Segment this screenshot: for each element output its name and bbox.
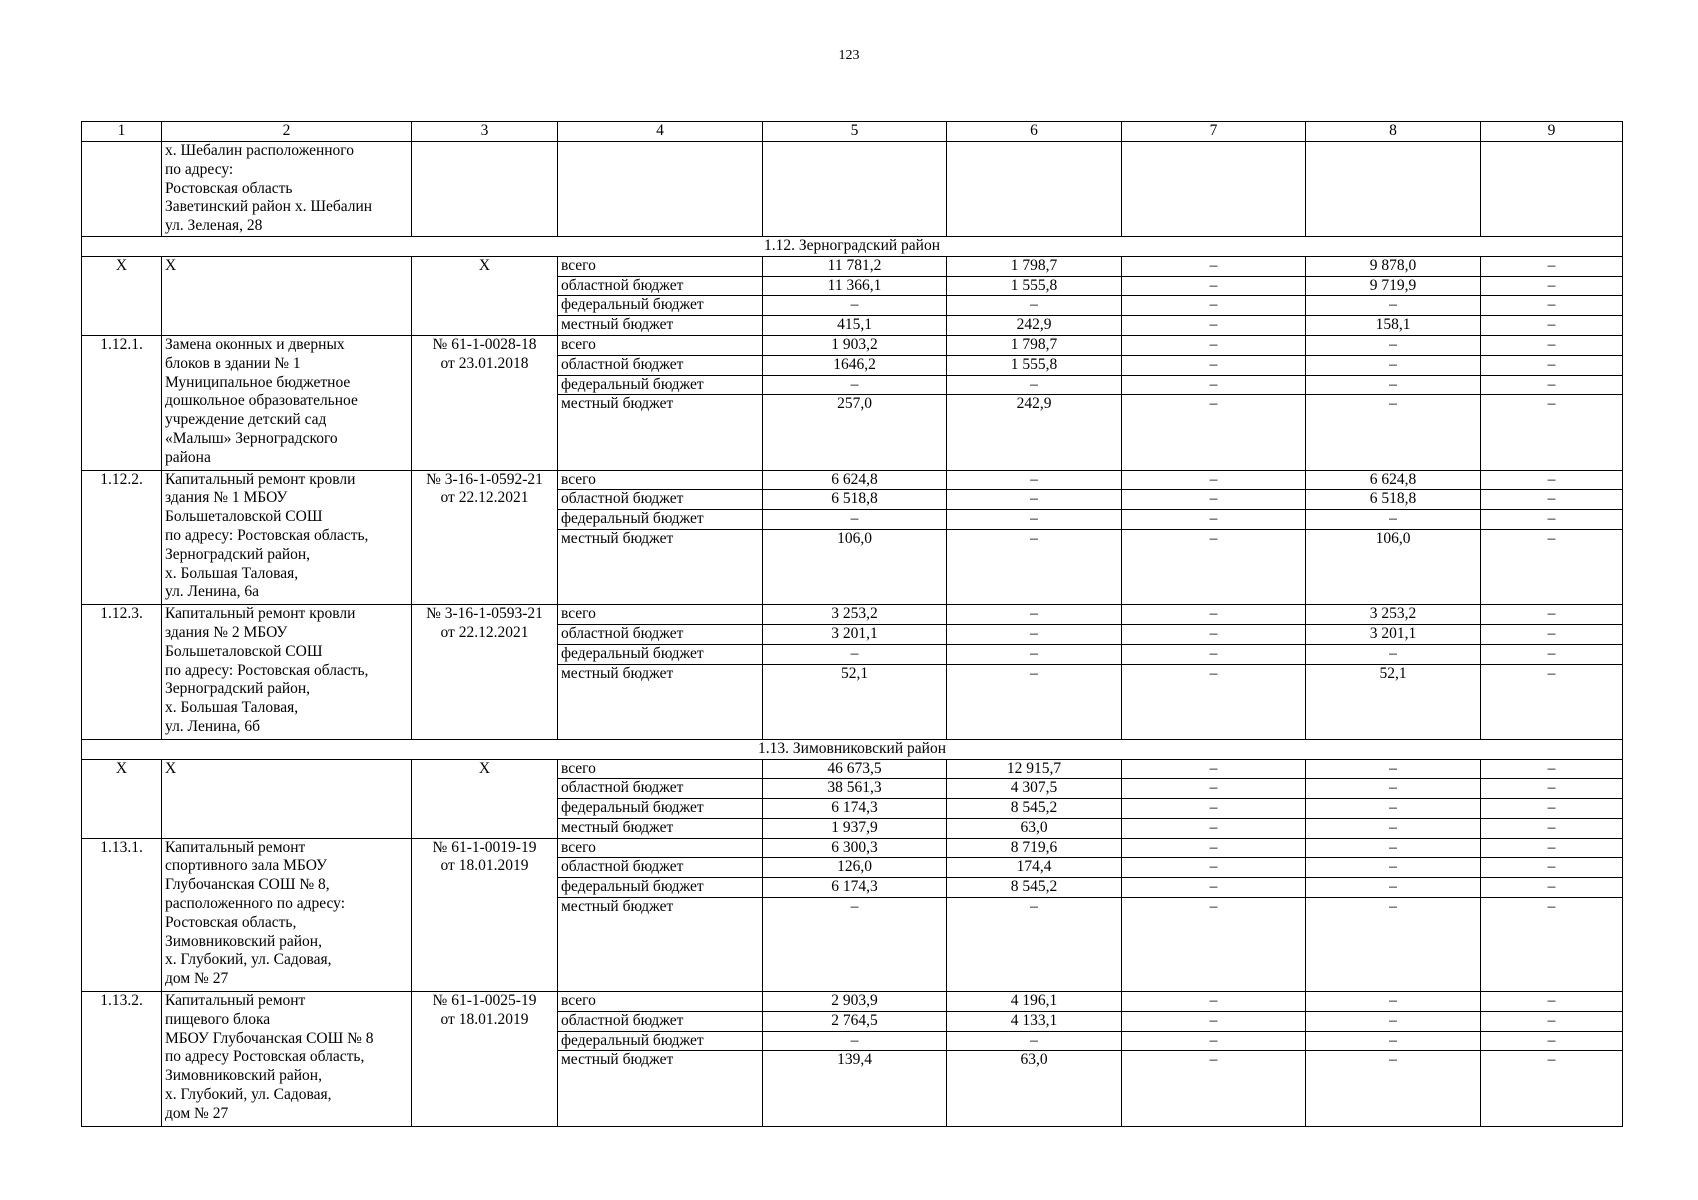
description-line: дошкольное образовательное [165, 392, 358, 410]
amount-cell: – [1122, 818, 1306, 838]
amount-cell: – [1481, 644, 1623, 664]
description-line: по адресу: [165, 160, 234, 178]
description-line: Ростовская область, [165, 913, 297, 931]
row-number: Х [82, 256, 162, 335]
description-line: Зимовниковский район, [165, 1067, 322, 1085]
amount-cell: 4 196,1 [947, 992, 1122, 1012]
amount-cell: 174,4 [947, 858, 1122, 878]
amount-cell: 6 174,3 [763, 799, 947, 819]
document-ref [412, 256, 558, 335]
description-line: х. Шебалин расположенного [165, 142, 355, 159]
row-number: 1.13.1. [82, 838, 162, 991]
column-number: 4 [558, 122, 763, 142]
row-number: 1.13.2. [82, 992, 162, 1127]
column-number: 6 [947, 122, 1122, 142]
amount-cell: 257,0 [763, 395, 947, 470]
amount-cell: 6 624,8 [763, 470, 947, 490]
section-row [82, 236, 1623, 256]
description-line: «Малыш» Зерноградского [165, 429, 338, 447]
description-line: Заветинский район х. Шебалин [165, 198, 373, 216]
empty-cell [558, 142, 763, 237]
amount-cell: – [1481, 529, 1623, 604]
description-line: Зерноградский район, [165, 680, 311, 698]
budget-type: всего [558, 335, 763, 355]
amount-cell: 2 903,9 [763, 992, 947, 1012]
amount-cell: 63,0 [947, 1051, 1122, 1126]
amount-cell: 3 201,1 [1306, 624, 1481, 644]
amount-cell: 8 719,6 [947, 838, 1122, 858]
amount-cell: – [1481, 624, 1623, 644]
amount-cell: – [1481, 664, 1623, 739]
amount-cell: – [1306, 898, 1481, 992]
description-line: Х [165, 759, 177, 777]
object-description [162, 759, 412, 838]
row-number: 1.12.1. [82, 335, 162, 470]
amount-cell: – [1306, 395, 1481, 470]
budget-type: местный бюджет [558, 395, 763, 470]
amount-cell: 38 561,3 [763, 779, 947, 799]
budget-row [82, 992, 1623, 1012]
amount-cell: – [1122, 395, 1306, 470]
amount-cell: – [1122, 1031, 1306, 1051]
amount-cell: – [1306, 878, 1481, 898]
amount-cell: 1 555,8 [947, 355, 1122, 375]
amount-cell: 1 798,7 [947, 335, 1122, 355]
description-line: здания № 1 МБОУ [165, 489, 288, 507]
document-ref [412, 759, 558, 838]
amount-cell: 6 174,3 [763, 878, 947, 898]
amount-cell: – [1122, 276, 1306, 296]
budget-type: всего [558, 470, 763, 490]
description-line: расположенного по адресу: [165, 895, 345, 913]
amount-cell: – [1122, 335, 1306, 355]
document-ref [412, 470, 558, 605]
budget-type: местный бюджет [558, 898, 763, 992]
document-ref [412, 992, 558, 1127]
column-number-row [82, 122, 1623, 142]
amount-cell: – [1122, 316, 1306, 336]
budget-type: областной бюджет [558, 858, 763, 878]
amount-cell: – [1122, 490, 1306, 510]
description-line: пищевого блока [165, 1010, 271, 1028]
document-line: от 23.01.2018 [440, 354, 529, 372]
description-line: по адресу: Ростовская область, [165, 526, 369, 544]
amount-cell: – [1306, 759, 1481, 779]
amount-cell: 9 878,0 [1306, 256, 1481, 276]
amount-cell: 106,0 [763, 529, 947, 604]
object-description [162, 142, 412, 237]
amount-cell: – [1122, 759, 1306, 779]
description-line: Муниципальное бюджетное [165, 373, 351, 391]
budget-table [81, 121, 1623, 1127]
amount-cell: – [1481, 335, 1623, 355]
empty-cell [1481, 142, 1623, 237]
amount-cell: – [1122, 470, 1306, 490]
amount-cell: – [1122, 992, 1306, 1012]
document-line: от 18.01.2019 [440, 857, 529, 875]
amount-cell: – [1306, 335, 1481, 355]
description-line: х. Глубокий, ул. Садовая, [165, 1086, 332, 1104]
amount-cell: – [1481, 779, 1623, 799]
document-line: от 18.01.2019 [440, 1010, 529, 1028]
amount-cell: – [1122, 664, 1306, 739]
description-line: Капитальный ремонт [165, 838, 306, 856]
amount-cell: – [1306, 1031, 1481, 1051]
amount-cell: – [763, 898, 947, 992]
budget-type: федеральный бюджет [558, 878, 763, 898]
column-number: 9 [1481, 122, 1623, 142]
budget-type: областной бюджет [558, 490, 763, 510]
description-line: Зерноградский район, [165, 545, 311, 563]
amount-cell: – [1481, 759, 1623, 779]
amount-cell: – [1481, 799, 1623, 819]
amount-cell: 139,4 [763, 1051, 947, 1126]
amount-cell: – [1306, 510, 1481, 530]
description-line: Капитальный ремонт [165, 992, 306, 1010]
amount-cell: – [1481, 992, 1623, 1012]
amount-cell: – [763, 296, 947, 316]
budget-type: местный бюджет [558, 316, 763, 336]
amount-cell: – [1481, 490, 1623, 510]
description-line: дом № 27 [165, 970, 229, 988]
amount-cell: 415,1 [763, 316, 947, 336]
amount-cell: – [1481, 316, 1623, 336]
amount-cell: 9 719,9 [1306, 276, 1481, 296]
amount-cell: 1646,2 [763, 355, 947, 375]
amount-cell: – [947, 490, 1122, 510]
amount-cell: 52,1 [1306, 664, 1481, 739]
amount-cell: 1 798,7 [947, 256, 1122, 276]
amount-cell: 46 673,5 [763, 759, 947, 779]
description-line: х. Большая Таловая, [165, 699, 299, 717]
amount-cell: – [1481, 276, 1623, 296]
amount-cell: 2 764,5 [763, 1011, 947, 1031]
amount-cell: – [1122, 1051, 1306, 1126]
section-row [82, 739, 1623, 759]
object-description [162, 256, 412, 335]
amount-cell: 63,0 [947, 818, 1122, 838]
continuation-row [82, 142, 1623, 237]
budget-type: всего [558, 759, 763, 779]
document-line: № 3-16-1-0592-21 [426, 470, 543, 488]
description-line: ул. Зеленая, 28 [165, 217, 263, 235]
amount-cell: 8 545,2 [947, 799, 1122, 819]
budget-row [82, 470, 1623, 490]
description-line: ул. Ленина, 6а [165, 583, 259, 601]
budget-type: федеральный бюджет [558, 375, 763, 395]
amount-cell: – [947, 624, 1122, 644]
document-line: от 22.12.2021 [440, 489, 529, 507]
description-line: района [165, 448, 211, 466]
budget-type: всего [558, 992, 763, 1012]
amount-cell: 158,1 [1306, 316, 1481, 336]
amount-cell: 4 133,1 [947, 1011, 1122, 1031]
amount-cell: 3 253,2 [763, 605, 947, 625]
document-ref [412, 838, 558, 991]
object-description [162, 335, 412, 470]
amount-cell: – [1306, 1011, 1481, 1031]
amount-cell: – [947, 510, 1122, 530]
amount-cell: 6 624,8 [1306, 470, 1481, 490]
amount-cell: 106,0 [1306, 529, 1481, 604]
amount-cell: – [947, 644, 1122, 664]
empty-cell [1122, 142, 1306, 237]
empty-cell [1306, 142, 1481, 237]
object-description [162, 838, 412, 991]
object-description [162, 470, 412, 605]
description-line: дом № 27 [165, 1104, 229, 1122]
description-line: Глубочанская СОШ № 8, [165, 876, 330, 894]
amount-cell: – [1306, 375, 1481, 395]
amount-cell: – [1122, 898, 1306, 992]
description-line: Большеталовской СОШ [165, 642, 323, 660]
amount-cell: – [1306, 779, 1481, 799]
page-number: 123 [838, 48, 860, 63]
column-number: 2 [162, 122, 412, 142]
budget-type: местный бюджет [558, 818, 763, 838]
amount-cell: 8 545,2 [947, 878, 1122, 898]
budget-type: местный бюджет [558, 1051, 763, 1126]
budget-type: областной бюджет [558, 276, 763, 296]
amount-cell: – [1122, 355, 1306, 375]
document-ref [412, 605, 558, 740]
section-title: 1.12. Зерноградский район [82, 236, 1623, 256]
document-line: № 61-1-0028-18 [432, 335, 537, 353]
amount-cell: – [1481, 470, 1623, 490]
description-line: ул. Ленина, 6б [165, 717, 260, 735]
budget-type: всего [558, 605, 763, 625]
document-line: Х [478, 256, 491, 274]
description-line: Большеталовской СОШ [165, 508, 323, 526]
amount-cell: – [947, 605, 1122, 625]
document-line: № 61-1-0019-19 [432, 838, 537, 856]
amount-cell: – [1481, 355, 1623, 375]
description-line: Х [165, 256, 177, 274]
document-line: № 3-16-1-0593-21 [426, 605, 543, 623]
budget-type: областной бюджет [558, 779, 763, 799]
section-title: 1.13. Зимовниковский район [82, 739, 1623, 759]
description-line: Замена оконных и дверных [165, 335, 345, 353]
column-number: 1 [82, 122, 162, 142]
amount-cell: 3 253,2 [1306, 605, 1481, 625]
amount-cell: 52,1 [763, 664, 947, 739]
amount-cell: 11 366,1 [763, 276, 947, 296]
budget-type: областной бюджет [558, 355, 763, 375]
description-line: блоков в здании № 1 [165, 354, 301, 372]
amount-cell: – [1481, 1031, 1623, 1051]
amount-cell: – [947, 296, 1122, 316]
row-number: 1.12.2. [82, 470, 162, 605]
amount-cell: – [1122, 858, 1306, 878]
empty-cell [763, 142, 947, 237]
amount-cell: – [1306, 992, 1481, 1012]
budget-type: федеральный бюджет [558, 296, 763, 316]
budget-row [82, 335, 1623, 355]
amount-cell: – [763, 644, 947, 664]
amount-cell: – [1306, 644, 1481, 664]
amount-cell: – [1122, 878, 1306, 898]
amount-cell: – [1481, 898, 1623, 992]
amount-cell: 6 518,8 [1306, 490, 1481, 510]
column-number: 8 [1306, 122, 1481, 142]
amount-cell: – [1306, 838, 1481, 858]
document-ref [412, 142, 558, 237]
amount-cell: – [1306, 1051, 1481, 1126]
amount-cell: – [1481, 375, 1623, 395]
column-number: 5 [763, 122, 947, 142]
document-ref [412, 335, 558, 470]
amount-cell: 11 781,2 [763, 256, 947, 276]
amount-cell: – [1306, 355, 1481, 375]
amount-cell: – [763, 1031, 947, 1051]
amount-cell: – [1306, 799, 1481, 819]
amount-cell: 1 937,9 [763, 818, 947, 838]
budget-type: федеральный бюджет [558, 1031, 763, 1051]
amount-cell: – [947, 898, 1122, 992]
amount-cell: – [1306, 858, 1481, 878]
description-line: спортивного зала МБОУ [165, 857, 328, 875]
amount-cell: – [1481, 818, 1623, 838]
budget-type: местный бюджет [558, 529, 763, 604]
row-number [82, 142, 162, 237]
amount-cell: 1 555,8 [947, 276, 1122, 296]
amount-cell: – [1122, 375, 1306, 395]
amount-cell: – [947, 664, 1122, 739]
amount-cell: 126,0 [763, 858, 947, 878]
amount-cell: – [1481, 1011, 1623, 1031]
amount-cell: – [1481, 395, 1623, 470]
amount-cell: 1 903,2 [763, 335, 947, 355]
object-description [162, 992, 412, 1127]
amount-cell: – [947, 1031, 1122, 1051]
amount-cell: – [947, 470, 1122, 490]
description-line: по адресу Ростовская область, [165, 1048, 365, 1066]
amount-cell: – [1122, 644, 1306, 664]
amount-cell: – [1122, 256, 1306, 276]
amount-cell: 12 915,7 [947, 759, 1122, 779]
amount-cell: 242,9 [947, 395, 1122, 470]
budget-type: федеральный бюджет [558, 799, 763, 819]
amount-cell: – [1481, 510, 1623, 530]
amount-cell: – [1122, 838, 1306, 858]
amount-cell: – [1122, 296, 1306, 316]
row-number: Х [82, 759, 162, 838]
amount-cell: 6 300,3 [763, 838, 947, 858]
amount-cell: 4 307,5 [947, 779, 1122, 799]
description-line: х. Большая Таловая, [165, 564, 299, 582]
amount-cell: – [1481, 256, 1623, 276]
amount-cell: 242,9 [947, 316, 1122, 336]
description-line: по адресу: Ростовская область, [165, 661, 369, 679]
description-line: х. Глубокий, ул. Садовая, [165, 951, 332, 969]
budget-type: всего [558, 256, 763, 276]
amount-cell: – [1481, 296, 1623, 316]
amount-cell: – [1122, 779, 1306, 799]
description-line: здания № 2 МБОУ [165, 623, 288, 641]
amount-cell: – [1122, 510, 1306, 530]
amount-cell: 3 201,1 [763, 624, 947, 644]
amount-cell: – [1122, 529, 1306, 604]
amount-cell: – [763, 375, 947, 395]
description-line: Капитальный ремонт кровли [165, 470, 356, 488]
amount-cell: – [1122, 624, 1306, 644]
budget-type: местный бюджет [558, 664, 763, 739]
column-number: 3 [412, 122, 558, 142]
amount-cell: – [1481, 1051, 1623, 1126]
description-line: Ростовская область [165, 179, 293, 197]
amount-cell: – [1122, 1011, 1306, 1031]
amount-cell: – [1306, 818, 1481, 838]
amount-cell: – [947, 375, 1122, 395]
description-line: МБОУ Глубочанская СОШ № 8 [165, 1029, 374, 1047]
amount-cell: – [1481, 605, 1623, 625]
budget-row [82, 759, 1623, 779]
amount-cell: – [1481, 838, 1623, 858]
amount-cell: 6 518,8 [763, 490, 947, 510]
budget-type: областной бюджет [558, 624, 763, 644]
amount-cell: – [1481, 858, 1623, 878]
amount-cell: – [1122, 605, 1306, 625]
budget-row [82, 838, 1623, 858]
budget-type: федеральный бюджет [558, 510, 763, 530]
row-number: 1.12.3. [82, 605, 162, 740]
budget-type: областной бюджет [558, 1011, 763, 1031]
description-line: Капитальный ремонт кровли [165, 605, 356, 623]
amount-cell: – [1481, 878, 1623, 898]
amount-cell: – [1122, 799, 1306, 819]
budget-row [82, 256, 1623, 276]
empty-cell [947, 142, 1122, 237]
document-line: от 22.12.2021 [440, 623, 529, 641]
column-number: 7 [1122, 122, 1306, 142]
budget-type: федеральный бюджет [558, 644, 763, 664]
description-line: учреждение детский сад [165, 411, 327, 429]
amount-cell: – [763, 510, 947, 530]
amount-cell: – [1306, 296, 1481, 316]
object-description [162, 605, 412, 740]
budget-row [82, 605, 1623, 625]
document-line: Х [478, 759, 491, 777]
amount-cell: – [947, 529, 1122, 604]
budget-type: всего [558, 838, 763, 858]
description-line: Зимовниковский район, [165, 932, 322, 950]
document-line: № 61-1-0025-19 [432, 992, 537, 1010]
